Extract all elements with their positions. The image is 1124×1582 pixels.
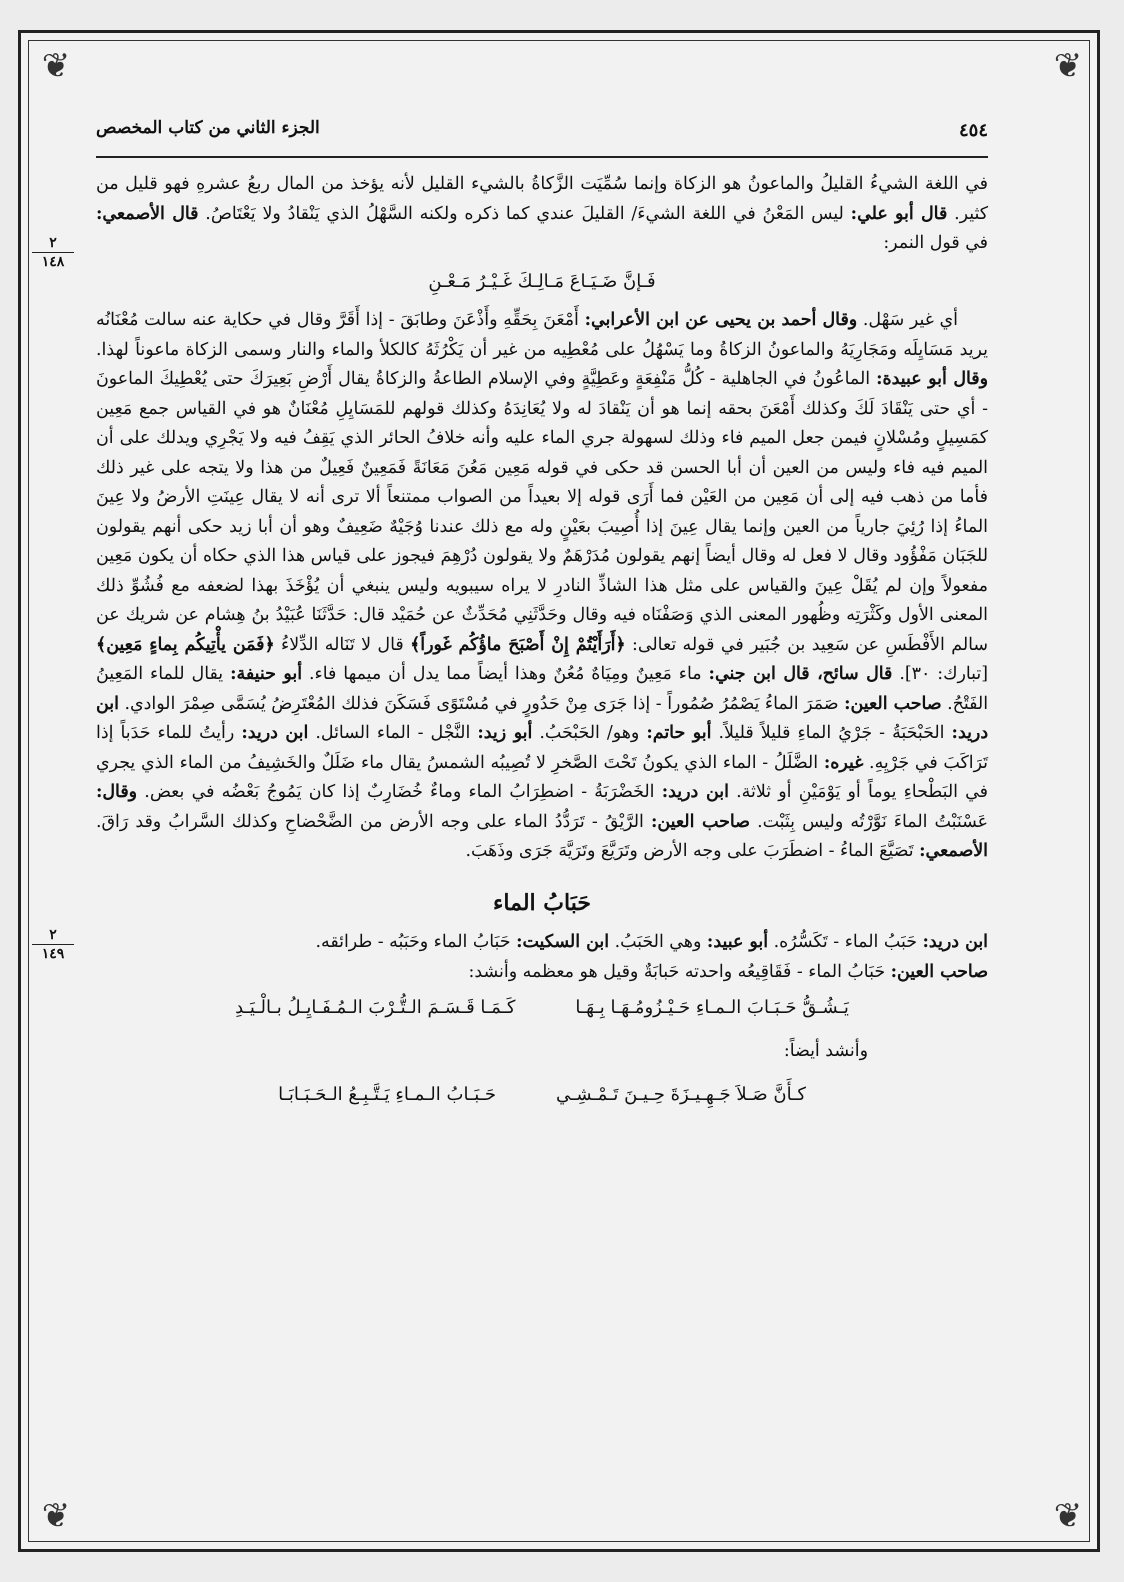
text: حَبَابُ الماء - فَقَاقِيعُه واحدته حَبابَةٌ وقيل هو معظمه وأنشد: xyxy=(468,961,886,982)
text: عَسْنَبْتُ الماءَ نَوَّرْتُه وليس بِثَبْت. xyxy=(757,811,989,832)
text: وهي الحَبَبُ. xyxy=(614,932,702,952)
verse-line: فَـإنَّ ضَـيَـاعَ مَـالِـكَ غَـيْـرُ مَـعْـنِ xyxy=(428,270,656,292)
text: ليس المَعْنُ في اللغة الشيءَ/ القليلَ عندي كما ذكره ولكنه السَّهْلُ الذي يَنْقادُ ولا يَعْتَاصُ. xyxy=(205,203,844,224)
speaker: ابن دريد: xyxy=(241,723,309,743)
quran-quote: ﴿أَرَأَيْتُمْ إِنْ أَصْبَحَ ماؤُكُم غَوراً﴾ xyxy=(410,634,626,655)
paragraph xyxy=(96,958,988,988)
text: تَصَيَّعَ الماءُ - اضطَرَبَ على وجه الأرض وتَرَيَّعَ وتَرَيَّهَ جَرَى وذَهَبَ. xyxy=(465,841,914,861)
text: في قول النمر: xyxy=(883,233,988,253)
text: في اللغة الشيءُ القليلُ والماعونُ هو الزكاة وإنما سُمِّيَت الزَّكاةُ بالشيء القليل لأنه يؤخذ من المال ربعُ عشرهِ فهو قليل من كثير. xyxy=(96,174,989,224)
quran-quote: ﴿فَمَن يأْتِيكُم بِماءٍ مَعِين﴾ xyxy=(96,634,275,655)
book-title: الجزء الثاني من كتاب المخصص xyxy=(96,118,320,138)
speaker: قال الأصمعي: xyxy=(96,203,199,224)
text: وهو/ الحَبْحَبُ. xyxy=(539,723,640,743)
text: حَبَابُ الماء وحَبَبُه - طرائقه. xyxy=(315,932,511,952)
corner-ornament-icon: ❦ xyxy=(41,1496,71,1536)
margin-marker-page: ١٤٩ xyxy=(41,946,65,962)
main-text xyxy=(96,170,988,1124)
page-number: ٤٥٤ xyxy=(958,120,988,141)
section-heading: حَبَابُ الماء xyxy=(493,889,591,916)
text: يقال للماء المَعِينُ الفَتْحُ. xyxy=(96,664,989,714)
verse-couplet xyxy=(96,1080,988,1110)
running-header xyxy=(96,112,988,152)
corner-ornament-icon: ❦ xyxy=(1053,1496,1083,1536)
speaker: ابن دريد: xyxy=(96,693,989,743)
text: [تبارك: ٣٠]. xyxy=(899,664,989,684)
text: حَبَبُ الماء - تَكَسُّرُه. xyxy=(773,932,917,952)
speaker: ابن دريد: xyxy=(661,782,729,802)
text: ماء مَعِينٌ ومِيَاهٌ مُعُنٌ وهذا أيضاً مما يدل أن ميمها فاء. xyxy=(309,664,702,684)
margin-marker-volume: ٢ xyxy=(32,236,74,253)
text: قال لا تَنَاله الدِّلاءُ xyxy=(281,634,404,655)
corner-ornament-icon: ❦ xyxy=(1053,46,1083,86)
verse-hemistich: يَـشُـقُّ حَـبَـابَ الـمـاءِ حَـيْـزُومُـهَـا بِـهَـا xyxy=(575,997,849,1018)
text: الماعُونُ في الجاهلية - كُلُّ مَنْفِعَةٍ وعَطِيَّةٍ وفي الإسلام الطاعةُ والزكاةُ يقال أَرْضِ بَعِيرَكَ حتى يُعْطِيكَ الماعونَ - أي حتى يَنْقَادَ لَكَ وكذلك أَمْعَنَ بحقه إنما هو أن يَنْقادَ له ولا يُعَانِدَهُ وكذلك قولهم للمَسَايِلِ مُعْنَانٌ هو في القياس جمع مَعِين كمَسِيلٍ ومُسْلانٍ فيمن جعل الميم فاء وذلك لسهولة جري الماء عليه وأنه خلافُ الحائر الذي يَقِفُ فيه ولا يَجْرِي ويدلك على أن الميم فيه فاء وليس من العين أن أبا الحسن قد حكى في قوله مَعِين مَعُنَ مَعَانَةً فَمَعِينٌ فَعِيلٌ من هذا ولا يتجه على غير ذلك فأما من ذهب فيه إلى أن مَعِين من العَيْن فما أَرَى قوله إلا بعيداً من الصواب ممتنعاً ألا ترى أنه لا يقال عِينَتِ الأرضُ ولا عِينَ الماءُ إذا رُئِيَ جارياً من العين وإنما يقال عِينَ إذا أُصِيبَ بعَيْنٍ وله مع ذلك عندنا وُجَيْهٌ ضَعِيفٌ وهو أن أبا زيد حكى أنهم يقولون للجَبَان مَفْؤُود وقال لا فعل له وقال أيضاً إنهم يقولون مُدَرْهَمٌ ولا يقولون دُرْهِمَ فيجوز على قياس هذا الذي حكاه أن يكون مَعِين مفعولاً وإن لم يُقَلْ عِينَ والقياس على مثل هذا الشاذِّ النادرِ لا يراه سيبويه وليس ينبغي أن يُؤْخَذَ بهذا لضعفه مع فُشُوِّ ذلك المعنى الأول وكَثْرَتِه وظُهور المعنى الذي وَصَفْنَاه فيه وقال وحَدَّثَنِي مُحَدِّثٌ عن حُمَيْد قال: حَدَّثَنَا عُبَيْدُ بنُ هِشام عن شريك عن سالم الأَفْطَسِ عن سَعِيد بن جُبَير في قوله تعالى: xyxy=(96,369,989,655)
speaker: صاحب العين: xyxy=(651,811,750,832)
speaker: قال أبو علي: xyxy=(850,203,948,224)
text: رأيتُ للماء حَدَباً إذا تَرَاكَبَ في جَرْيِهِ. xyxy=(96,723,989,773)
speaker: قال سائح، قال ابن جني: xyxy=(708,664,893,684)
speaker: صاحب العين: xyxy=(844,693,942,714)
text: الخَضْرَبَةُ - اضطِرَابُ الماء وماءٌ خُضَارِبٌ إذا كان يَمُوجُ بَعْضُه في بعض. xyxy=(144,782,655,802)
paragraph xyxy=(96,306,988,867)
verse-couplet xyxy=(96,993,988,1023)
text: أي غير سَهْل. xyxy=(862,310,958,330)
margin-marker-page: ١٤٨ xyxy=(41,254,65,270)
text: أَمْعَنَ بِحَقِّهِ وأَذْعَنَ وطابَقَ - إذا أَقَرَّ وقال في حكاية عنه سالت مُعْنَانُه يريد مَسَايِلَه ومَجَارِيَهُ والماعونُ الزكاةُ وما يَسْهُلُ على مُعْطِيه من غير أن يَكْرُثَهُ كالكلأ والماء والنار وسمى الزكاة ماعوناً لهذا. xyxy=(96,310,988,360)
text: الضَّلَلُ - الماء الذي يكونُ تَحْتَ الصَّخرِ لا تُصِيبُه الشمسُ يقال ماء ضَلَلٌ والخَشِيفُ من الماء الذي يجري في البَطْحاءِ يوماً أو يَوْمَيْنِ أو ثلاثة. xyxy=(96,752,988,802)
speaker: وقال أحمد بن يحيى عن ابن الأعرابي: xyxy=(584,310,858,330)
speaker: وقال: xyxy=(96,782,138,802)
header-rule xyxy=(96,156,988,158)
speaker: غيره: xyxy=(823,752,864,773)
text: الرَّيْقُ - تَرَدُّدُ الماء على وجه الأرض من الضَّحْضاحِ وكذلك السَّرابُ وقد رَاقَ. xyxy=(96,811,644,832)
speaker: أبو زيد: xyxy=(477,723,533,743)
margin-page-marker xyxy=(32,928,74,961)
margin-marker-volume: ٢ xyxy=(32,928,74,945)
speaker: وقال أبو عبيدة: xyxy=(876,369,988,389)
verse-intro: وأنشد أيضاً: xyxy=(783,1040,868,1061)
speaker: ابن دريد: xyxy=(922,932,988,952)
speaker: أبو حنيفة: xyxy=(230,664,303,684)
paragraph xyxy=(96,170,988,259)
text: النَّجْل - الماء السائل. xyxy=(315,723,471,743)
speaker: الأصمعي: xyxy=(919,841,988,861)
text: الحَبْحَبَةُ - جَرْيُ الماءِ قليلاً قليلاً. xyxy=(718,723,945,743)
speaker: أبو حاتم: xyxy=(646,723,712,743)
speaker: صاحب العين: xyxy=(890,961,988,982)
speaker: أبو عبيد: xyxy=(706,932,769,952)
corner-ornament-icon: ❦ xyxy=(41,46,71,86)
margin-page-marker xyxy=(32,236,74,269)
verse-hemistich: حَـبَـابُ الـمـاءِ يَـتَّـبِـعُ الـحَـبَـابَـا xyxy=(278,1084,497,1105)
speaker: ابن السكيت: xyxy=(516,932,610,952)
text: صَمَرَ الماءُ يَصْمُرُ صُمُوراً - إذا جَرَى مِنْ حَدُورٍ في مُسْتَوًى فَسَكَنَ فذلك المُعْتَرِضُ يُسَمَّى صِمْرَ الوادي. xyxy=(124,693,839,714)
verse-hemistich: كـأَنَّ صَـلاَ جَـهِـيـزَةَ حِـيـنَ تَـمْـشِـي xyxy=(556,1084,806,1105)
paragraph xyxy=(96,928,988,958)
verse-hemistich: كَـمَـا قَـسَـمَ الـتُّـرْبَ الـمُـفَـايِـلُ بـالْـيَـدِ xyxy=(235,997,516,1018)
